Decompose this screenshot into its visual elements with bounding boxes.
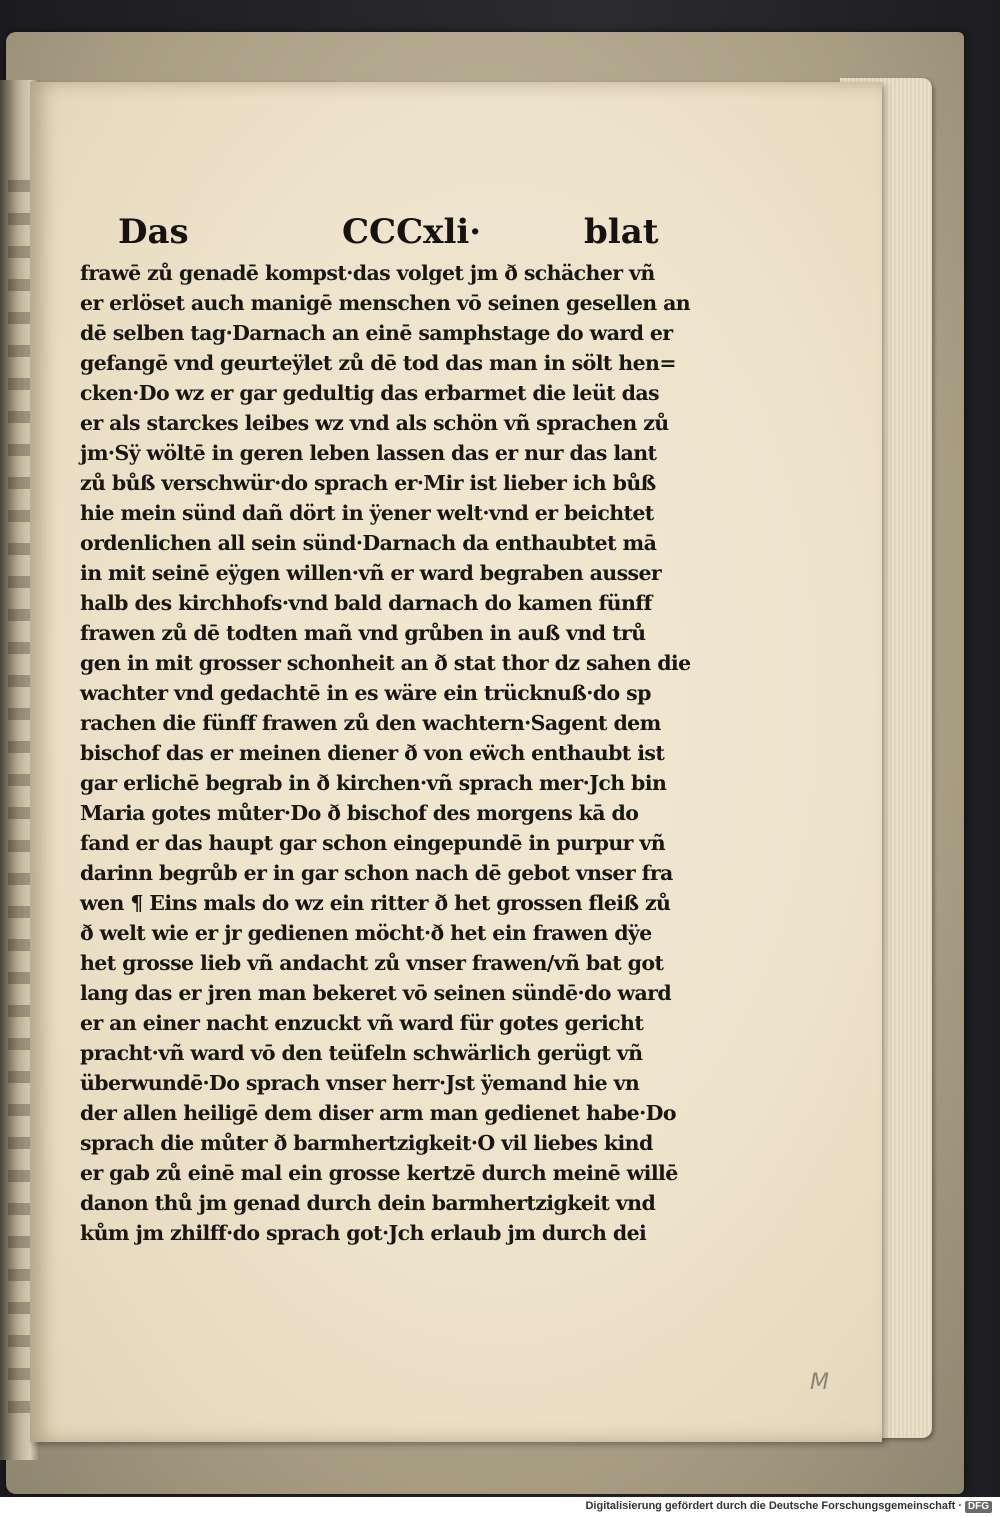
running-header bbox=[118, 212, 666, 262]
text-line: sprach die můter ð barmhertzigkeit·O vil liebes kind bbox=[80, 1131, 653, 1155]
header-blat: blat bbox=[584, 212, 659, 252]
text-line: gefangē vnd geurteÿlet zů dē tod das man in sölt hen= bbox=[80, 351, 676, 375]
text-line: er gab zů einē mal ein grosse kertzē durch meinē willē bbox=[80, 1161, 678, 1185]
text-line: wachter vnd gedachtē in es wäre ein trücknuß·do sp bbox=[80, 681, 651, 705]
text-line: er an einer nacht enzuckt vñ ward für gotes gericht bbox=[80, 1011, 644, 1035]
text-line: ð welt wie er jr gedienen möcht·ð het ein frawen dÿe bbox=[80, 921, 652, 945]
text-line: in mit seinē eÿgen willen·vñ er ward begraben ausser bbox=[80, 561, 662, 585]
text-line: cken·Do wz er gar gedultig das erbarmet die leüt das bbox=[80, 381, 659, 405]
folio-number: CCCxli· bbox=[342, 212, 482, 252]
footer-credit: Digitalisierung gefördert durch die Deutsche Forschungsgemeinschaft · bbox=[585, 1500, 962, 1512]
text-line: überwundē·Do sprach vnser herr·Jst ÿemand hie vn bbox=[80, 1071, 640, 1095]
text-line: darinn begrůb er in gar schon nach dē gebot vnser fra bbox=[80, 861, 673, 885]
text-line: jm·Sÿ wöltē in geren leben lassen das er nur das lant bbox=[80, 441, 657, 465]
text-line: gen in mit grosser schonheit an ð stat thor dz sahen die bbox=[80, 651, 691, 675]
dfg-logo: DFG bbox=[965, 1501, 992, 1513]
text-line: halb des kirchhofs·vnd bald darnach do kamen fünff bbox=[80, 591, 652, 615]
text-line: rachen die fünff frawen zů den wachtern·Sagent dem bbox=[80, 711, 661, 735]
text-line: hie mein sünd dañ dört in ÿener welt·vnd er beichtet bbox=[80, 501, 654, 525]
page-text bbox=[80, 258, 710, 1248]
text-line: er als starckes leibes wz vnd als schön vñ sprachen zů bbox=[80, 411, 669, 435]
text-line: lang das er jren man bekeret vō seinen sündē·do ward bbox=[80, 981, 672, 1005]
text-line: bischof das er meinen diener ð von eẅch enthaubt ist bbox=[80, 741, 665, 765]
text-line: der allen heiligē dem diser arm man gedienet habe·Do bbox=[80, 1101, 676, 1125]
text-line: kům jm zhilff·do sprach got·Jch erlaub jm durch dei bbox=[80, 1221, 647, 1245]
text-line: dē selben tag·Darnach an einē samphstage do ward er bbox=[80, 321, 673, 345]
text-line: wen ¶ Eins mals do wz ein ritter ð het grossen fleiß zů bbox=[80, 891, 671, 915]
text-line: ordenlichen all sein sünd·Darnach da enthaubtet mā bbox=[80, 531, 657, 555]
text-line: gar erlichē begrab in ð kirchen·vñ sprach mer·Jch bin bbox=[80, 771, 667, 795]
text-line: pracht·vñ ward vō den teüfeln schwärlich gerügt vñ bbox=[80, 1041, 643, 1065]
text-line: danon thů jm genad durch dein barmhertzigkeit vnd bbox=[80, 1191, 656, 1215]
pencil-mark: M bbox=[810, 1370, 829, 1395]
header-das: Das bbox=[118, 212, 189, 252]
text-line: Maria gotes můter·Do ð bischof des morgens kā do bbox=[80, 801, 639, 825]
text-line: het grosse lieb vñ andacht zů vnser frawen/vñ bat got bbox=[80, 951, 664, 975]
text-line: zů bůß verschwür·do sprach er·Mir ist lieber ich bůß bbox=[80, 471, 656, 495]
text-line: frawen zů dē todten mañ vnd grůben in auß vnd trů bbox=[80, 621, 646, 645]
text-line: er erlöset auch manigē menschen vō seinen gesellen an bbox=[80, 291, 691, 315]
text-line: frawē zů genadē kompst·das volget jm ð schächer vñ bbox=[80, 261, 655, 285]
text-line: fand er das haupt gar schon eingepundē in purpur vñ bbox=[80, 831, 666, 855]
